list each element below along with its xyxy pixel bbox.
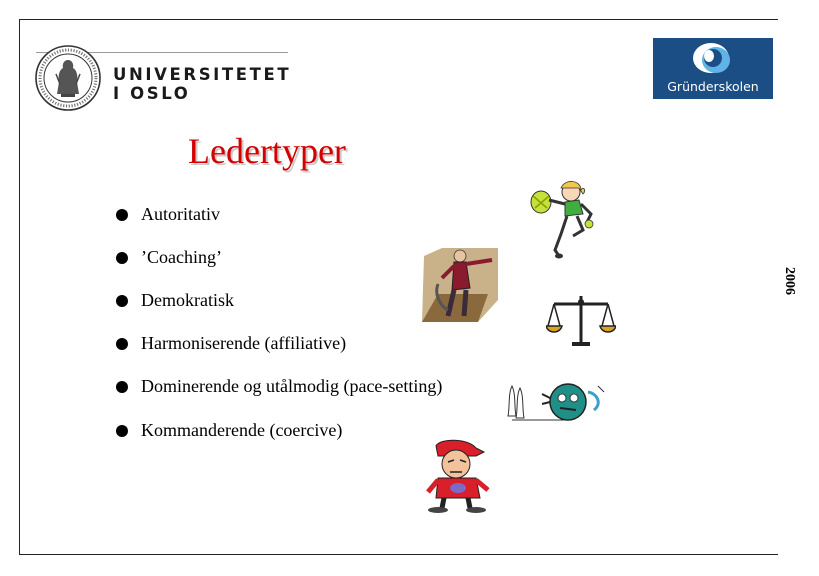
partner-logo-text: Gründerskolen [667, 79, 759, 94]
university-line2: I OSLO [113, 84, 191, 103]
bullet-dot-icon [116, 252, 128, 264]
slide-title: Ledertyper [188, 131, 346, 171]
bullet-item [116, 204, 220, 225]
bullet-item [116, 333, 346, 354]
bowling-ball-clipart-icon [502, 380, 608, 426]
bullet-dot-icon [116, 381, 128, 393]
university-name [113, 65, 291, 103]
year-label: 2006 [781, 267, 797, 295]
bullet-item [116, 290, 234, 311]
bullet-text: Harmoniserende (affiliative) [141, 333, 347, 353]
cheerleader-clipart-icon [525, 178, 600, 260]
grunderskolen-logo [653, 38, 773, 99]
bullet-item [116, 420, 342, 441]
bullet-item [116, 247, 222, 268]
bullet-text: Dominerende og utålmodig (pace-setting) [141, 376, 443, 396]
bullet-item [116, 376, 442, 397]
bullet-dot-icon [116, 425, 128, 437]
bullet-dot-icon [116, 338, 128, 350]
bullet-text: Autoritativ [141, 204, 220, 224]
uio-seal-icon [34, 44, 102, 112]
businessman-pointing-clipart-icon [418, 244, 500, 324]
bullet-text: ’Coaching’ [141, 247, 222, 267]
scales-clipart-icon [546, 294, 616, 348]
bullet-text: Demokratisk [141, 290, 234, 310]
bullet-dot-icon [116, 295, 128, 307]
bullet-dot-icon [116, 209, 128, 221]
angry-boy-clipart-icon [410, 438, 508, 514]
grunderskolen-logo-icon [653, 38, 773, 83]
bullet-text: Kommanderende (coercive) [141, 420, 343, 440]
university-line1: UNIVERSITETET [113, 65, 292, 84]
